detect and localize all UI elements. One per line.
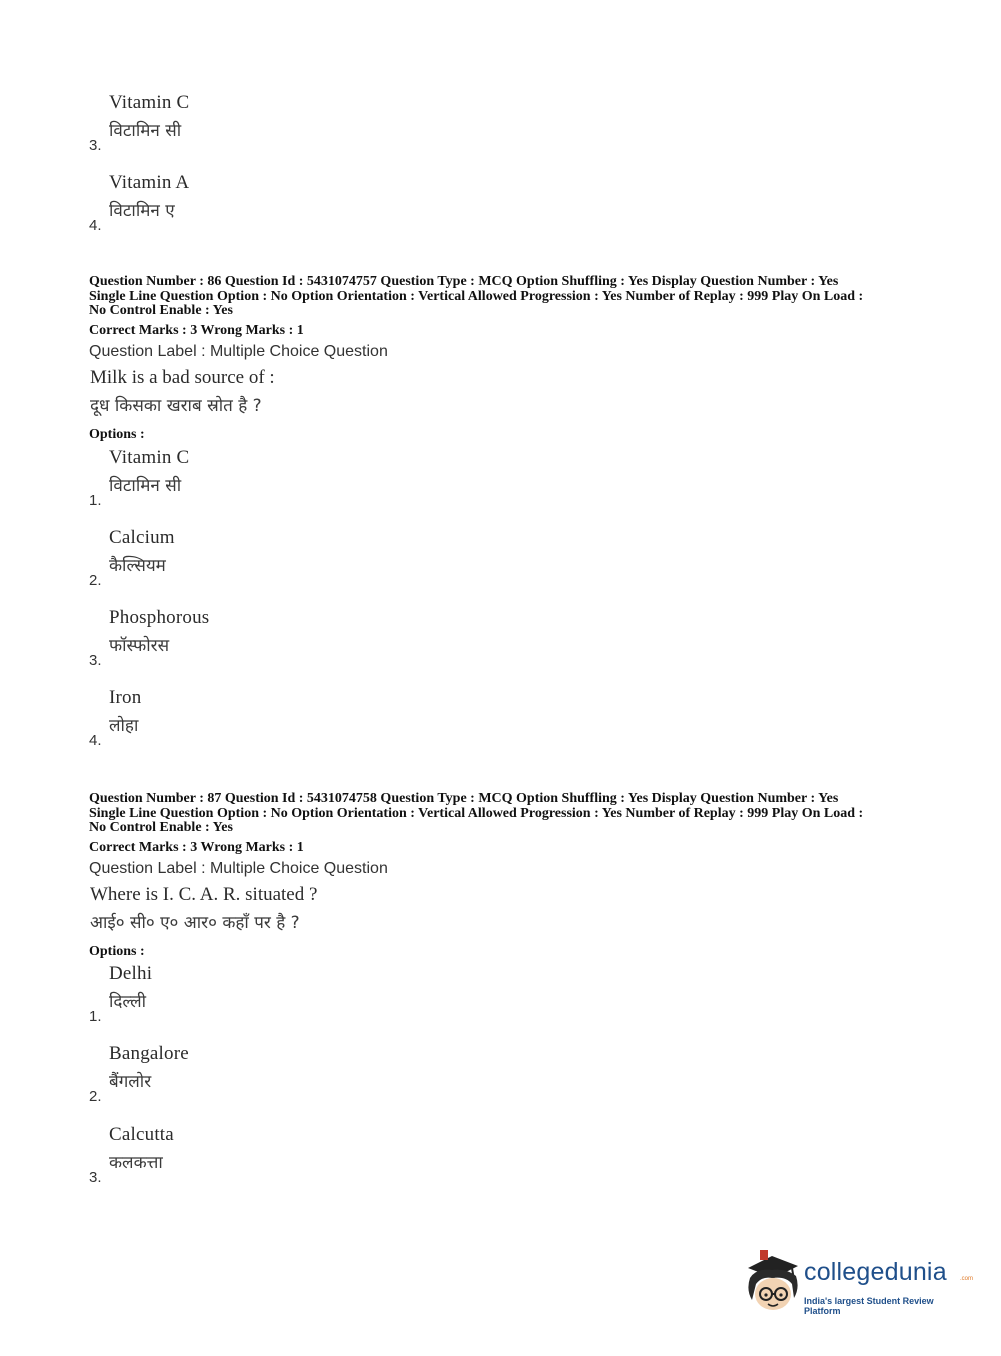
option-text-hi: फॉस्फोरस xyxy=(109,636,170,656)
option-text-hi: कैल्सियम xyxy=(109,556,166,576)
option-text-en: Iron xyxy=(109,687,142,708)
q86-text-en: Milk is a bad source of : xyxy=(90,367,275,388)
option-number: 3. xyxy=(89,1169,102,1186)
option-text-hi: बैंगलोर xyxy=(109,1072,152,1092)
q86-marks: Correct Marks : 3 Wrong Marks : 1 xyxy=(89,323,304,338)
logo-brand-text: collegedunia xyxy=(804,1258,947,1286)
option-text-hi: विटामिन सी xyxy=(109,121,182,141)
q86-option-1 xyxy=(89,447,489,511)
collegedunia-logo[interactable] xyxy=(742,1250,972,1320)
q86-label: Question Label : Multiple Choice Question xyxy=(89,343,388,360)
option-text-en: Vitamin C xyxy=(109,447,190,468)
q87-text-hi: आई० सी० ए० आर० कहाँ पर है ? xyxy=(90,913,300,933)
q87-text-en: Where is I. C. A. R. situated ? xyxy=(90,884,318,905)
option-number: 4. xyxy=(89,732,102,749)
q86-options-label: Options : xyxy=(89,427,145,442)
option-number: 2. xyxy=(89,572,102,589)
q86-meta: Question Number : 86 Question Id : 5431074757 Question Type : MCQ Option Shuffling : Yes Display Question Number : Yes Single Line Question Option : No Option Orientation : Vertical Allowed Progression : Yes Number of Replay : 999 Play On Load : No Control Enable : Yes xyxy=(89,274,864,318)
option-text-en: Vitamin C xyxy=(109,92,190,113)
option-text-en: Calcium xyxy=(109,527,175,548)
graduate-mascot-icon xyxy=(742,1250,802,1320)
option-number: 1. xyxy=(89,492,102,509)
q87-option-3 xyxy=(89,1124,489,1188)
prev-option-4 xyxy=(89,172,489,236)
option-text-en: Vitamin A xyxy=(109,172,190,193)
q87-label: Question Label : Multiple Choice Question xyxy=(89,860,388,877)
option-number: 1. xyxy=(89,1008,102,1025)
option-text-en: Calcutta xyxy=(109,1124,174,1145)
option-number: 3. xyxy=(89,137,102,154)
option-text-hi: विटामिन सी xyxy=(109,476,182,496)
q86-text-hi: दूध किसका खराब स्रोत है ? xyxy=(90,396,262,416)
q87-options-label: Options : xyxy=(89,944,145,959)
q86-option-3 xyxy=(89,607,489,671)
option-text-en: Delhi xyxy=(109,963,153,984)
option-text-hi: दिल्ली xyxy=(109,992,147,1012)
q87-marks: Correct Marks : 3 Wrong Marks : 1 xyxy=(89,840,304,855)
logo-com-text: .com xyxy=(960,1276,974,1282)
option-text-hi: विटामिन ए xyxy=(109,201,175,221)
option-text-hi: कलकत्ता xyxy=(109,1153,163,1173)
q86-option-4 xyxy=(89,687,489,751)
logo-tagline: India's largest Student Review Platform xyxy=(804,1296,934,1316)
prev-option-3 xyxy=(89,92,489,156)
option-text-en: Phosphorous xyxy=(109,607,210,628)
option-number: 3. xyxy=(89,652,102,669)
option-number: 4. xyxy=(89,217,102,234)
option-text-en: Bangalore xyxy=(109,1043,189,1064)
option-text-hi: लोहा xyxy=(109,716,139,736)
option-number: 2. xyxy=(89,1088,102,1105)
q86-option-2 xyxy=(89,527,489,591)
q87-meta: Question Number : 87 Question Id : 5431074758 Question Type : MCQ Option Shuffling : Yes Display Question Number : Yes Single Line Question Option : No Option Orientation : Vertical Allowed Progression : Yes Number of Replay : 999 Play On Load : No Control Enable : Yes xyxy=(89,791,864,835)
q87-option-2 xyxy=(89,1043,489,1107)
q87-option-1 xyxy=(89,963,489,1027)
